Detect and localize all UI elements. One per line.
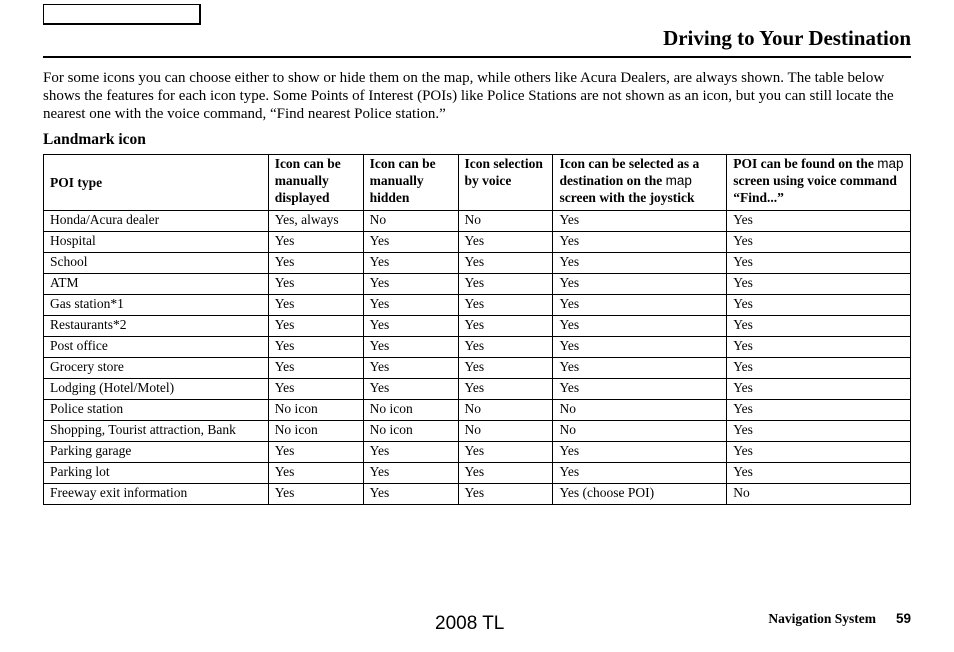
table-cell: Yes [363, 442, 458, 463]
header-tab-box [43, 4, 201, 25]
table-cell: No [363, 211, 458, 232]
table-row [44, 211, 911, 232]
table-cell: Yes [553, 463, 727, 484]
table-cell: Yes [553, 253, 727, 274]
poi-table [43, 154, 911, 505]
table-cell: Yes [363, 379, 458, 400]
table-cell: Yes, always [268, 211, 363, 232]
table-cell: Post office [44, 337, 269, 358]
table-cell: Yes [363, 463, 458, 484]
table-cell: No [458, 400, 553, 421]
table-cell: Yes [268, 274, 363, 295]
table-cell: Yes [458, 232, 553, 253]
table-row [44, 316, 911, 337]
page-title: Driving to Your Destination [663, 26, 911, 50]
table-cell: Yes [458, 484, 553, 505]
table-cell: Police station [44, 400, 269, 421]
table-cell: Yes [268, 316, 363, 337]
table-cell: Yes [727, 337, 911, 358]
table-cell: Gas station*1 [44, 295, 269, 316]
table-row [44, 274, 911, 295]
table-cell: Yes [268, 442, 363, 463]
table-cell: No icon [363, 421, 458, 442]
table-cell: No icon [268, 400, 363, 421]
header-manually-hidden: Icon can be manually hidden [363, 155, 458, 211]
table-row [44, 484, 911, 505]
footer-model: 2008 TL [435, 613, 505, 634]
header-joystick-text-1: Icon can be selected as a destination on the [559, 156, 700, 188]
table-cell: No [553, 400, 727, 421]
table-cell: Yes [553, 442, 727, 463]
table-cell: Yes [363, 337, 458, 358]
table-cell: Parking garage [44, 442, 269, 463]
table-cell: Yes [268, 379, 363, 400]
intro-paragraph: For some icons you can choose either to show or hide them on the map, while others like Acura Dealers, are always shown. The table below shows the features for each icon type. Some Points of Interest (POIs) like Police Stations are not shown as an icon, but you can still locate the nearest one with the voice command, “Find nearest Police station.” [43, 70, 894, 122]
table-cell: Honda/Acura dealer [44, 211, 269, 232]
table-row [44, 463, 911, 484]
table-cell: Yes [363, 253, 458, 274]
table-row [44, 253, 911, 274]
page-number: 59 [895, 611, 911, 626]
table-cell: Yes [458, 358, 553, 379]
table-cell: Yes [553, 379, 727, 400]
table-cell: No [727, 484, 911, 505]
table-cell: Yes [727, 463, 911, 484]
table-row [44, 442, 911, 463]
table-header-row [44, 155, 911, 211]
table-cell: Yes [553, 358, 727, 379]
table-cell: Parking lot [44, 463, 269, 484]
table-cell: Yes [727, 211, 911, 232]
table-cell: Yes [268, 358, 363, 379]
table-row [44, 358, 911, 379]
table-cell: Yes [727, 232, 911, 253]
title-rule [43, 56, 911, 58]
table-cell: Yes [458, 442, 553, 463]
table-cell: Yes [727, 358, 911, 379]
table-row [44, 400, 911, 421]
table-cell: Yes [363, 295, 458, 316]
table-cell: No icon [268, 421, 363, 442]
table-cell: Yes [268, 484, 363, 505]
table-cell: No [458, 211, 553, 232]
header-manually-displayed: Icon can be manually displayed [268, 155, 363, 211]
table-row [44, 421, 911, 442]
header-joystick-text-2: screen with the joystick [559, 190, 695, 205]
table-cell: Yes [553, 211, 727, 232]
table-cell: Yes [727, 400, 911, 421]
table-cell: No icon [363, 400, 458, 421]
table-cell: Yes [458, 379, 553, 400]
header-voice-find [727, 155, 911, 211]
table-cell: Yes [458, 295, 553, 316]
table-cell: Grocery store [44, 358, 269, 379]
header-joystick-destination [553, 155, 727, 211]
table-cell: No [458, 421, 553, 442]
table-cell: Yes [727, 316, 911, 337]
header-find-text-2: screen using voice command “Find...” [733, 173, 897, 205]
table-cell: Yes [363, 358, 458, 379]
table-cell: ATM [44, 274, 269, 295]
table-cell: Yes [268, 463, 363, 484]
table-cell: Restaurants*2 [44, 316, 269, 337]
table-cell: Hospital [44, 232, 269, 253]
table-cell: Yes [363, 232, 458, 253]
header-voice-selection: Icon selection by voice [458, 155, 553, 211]
table-cell: Yes [553, 274, 727, 295]
table-cell: Yes [727, 379, 911, 400]
table-cell: Yes [268, 337, 363, 358]
table-cell: Yes [268, 295, 363, 316]
table-cell: Yes [363, 274, 458, 295]
header-joystick-map: map [665, 173, 692, 188]
footer-section-name: Navigation System [768, 611, 876, 626]
table-cell: Yes (choose POI) [553, 484, 727, 505]
table-cell: School [44, 253, 269, 274]
table-cell: Yes [727, 421, 911, 442]
table-row [44, 379, 911, 400]
table-cell: Yes [553, 337, 727, 358]
table-cell: Lodging (Hotel/Motel) [44, 379, 269, 400]
table-cell: No [553, 421, 727, 442]
table-cell: Yes [727, 442, 911, 463]
table-cell: Shopping, Tourist attraction, Bank [44, 421, 269, 442]
table-row [44, 232, 911, 253]
table-cell: Yes [458, 274, 553, 295]
table-cell: Yes [727, 253, 911, 274]
header-find-text-1: POI can be found on the [733, 156, 878, 171]
table-cell: Yes [553, 295, 727, 316]
table-cell: Yes [458, 316, 553, 337]
table-row [44, 337, 911, 358]
table-cell: Yes [268, 232, 363, 253]
table-cell: Freeway exit information [44, 484, 269, 505]
table-cell: Yes [363, 484, 458, 505]
table-cell: Yes [458, 337, 553, 358]
table-cell: Yes [727, 295, 911, 316]
table-cell: Yes [458, 253, 553, 274]
table-cell: Yes [458, 463, 553, 484]
table-row [44, 295, 911, 316]
table-body [44, 211, 911, 505]
section-heading: Landmark icon [43, 131, 146, 148]
table-cell: Yes [727, 274, 911, 295]
table-cell: Yes [363, 316, 458, 337]
table-cell: Yes [553, 232, 727, 253]
table-cell: Yes [268, 253, 363, 274]
table-cell: Yes [553, 316, 727, 337]
header-find-map: map [877, 156, 904, 171]
header-poi-type: POI type [44, 155, 269, 211]
